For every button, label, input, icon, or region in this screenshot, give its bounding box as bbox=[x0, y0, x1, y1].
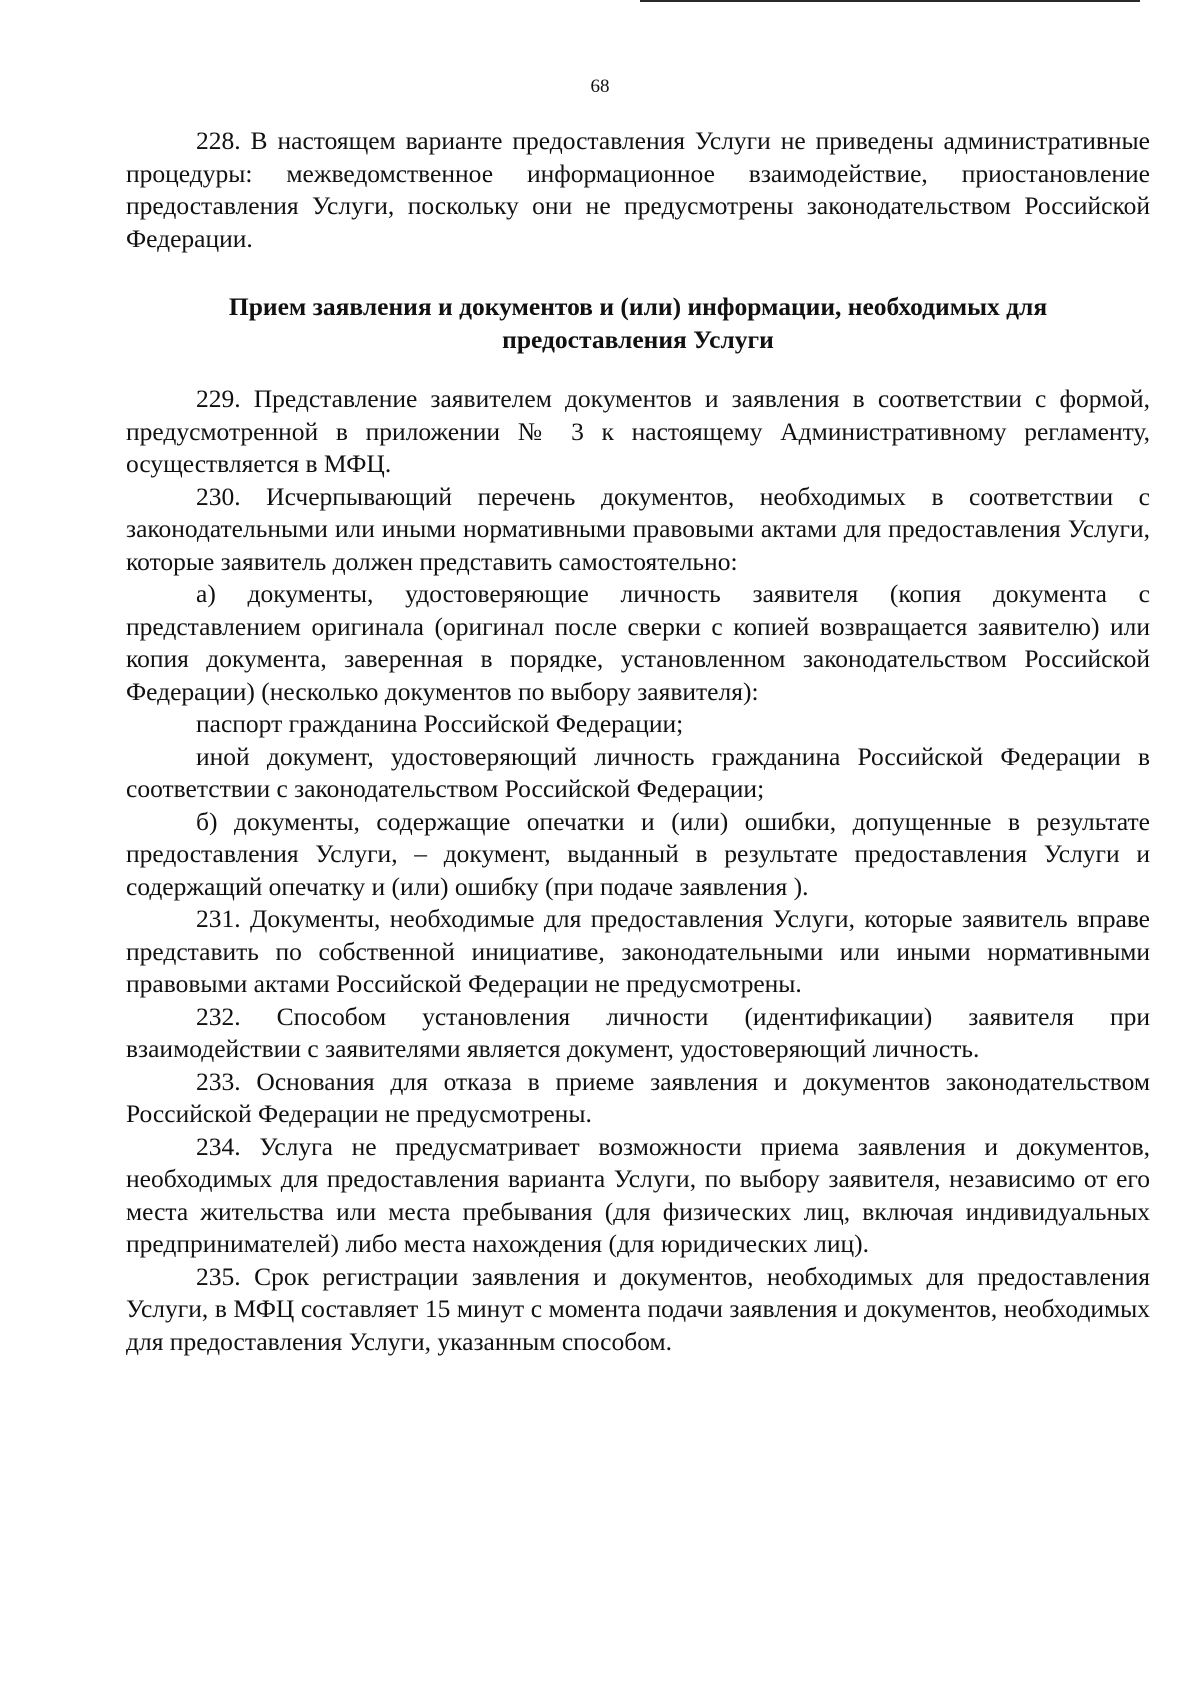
paragraph-235: 235. Срок регистрации заявления и документов, необходимых для предоставления Услуги, в МФЦ составляет 15 минут с момента подачи заявления и документов, необходимых для предоставления Услуги, указанным способом. bbox=[126, 1261, 1150, 1356]
paragraph-228: 228. В настоящем варианте предоставления Услуги не приведены административные процедуры: межведомственное информационное взаимодействие, приостановление предоставления Услуги, поскольку они не предусмотрены законодательством Российской Федерации. bbox=[126, 126, 1150, 253]
list-subitem-passport: паспорт гражданина Российской Федерации; bbox=[196, 709, 684, 738]
paragraph-230: 230. Исчерпывающий перечень документов, необходимых в соответствии с законодательными или иными нормативными правовыми актами для предоставления Услуги, которые заявитель должен представить самостоятельно: bbox=[126, 481, 1150, 576]
list-subitem-other-document: иной документ, удостоверяющий личность гражданина Российской Федерации в соответствии с законодательством Российской Федерации; bbox=[126, 741, 1150, 803]
paragraph-233: 233. Основания для отказа в приеме заявления и документов законодательством Российской Федерации не предусмотрены. bbox=[126, 1066, 1150, 1128]
section-heading-line-2: предоставления Услуги bbox=[502, 324, 774, 354]
paragraph-231: 231. Документы, необходимые для предоставления Услуги, которые заявитель вправе представить по собственной инициативе, законодательными или иными нормативными правовыми актами Российской Федерации не предусмотрены. bbox=[126, 904, 1150, 998]
paragraph-232: 232. Способом установления личности (идентификации) заявителя при взаимодействии с заявителями является документ, удостоверяющий личность. bbox=[126, 1001, 1150, 1063]
page-number: 68 bbox=[590, 76, 610, 97]
list-item-b: б) документы, содержащие опечатки и (или) ошибки, допущенные в результате предоставления Услуги, – документ, выданный в результате предоставления Услуги и содержащий опечатку и (или) ошибку (при подаче заявления ). bbox=[126, 806, 1150, 901]
scan-top-rule bbox=[640, 0, 1140, 2]
list-item-a: а) документы, удостоверяющие личность заявителя (копия документа с представлением оригинала (оригинал после сверки с копией возвращается заявителю) или копия документа, заверенная в порядке, установленном законодательством Российской Федерации) (несколько документов по выбору заявителя): bbox=[126, 579, 1150, 706]
section-heading-line-1: Прием заявления и документов и (или) информации, необходимых для bbox=[228, 292, 1048, 321]
section-heading bbox=[126, 291, 1150, 356]
document-body bbox=[126, 125, 1150, 1358]
paragraph-229: 229. Представление заявителем документов и заявления в соответствии с формой, предусмотренной в приложении № 3 к настоящему Административному регламенту, осуществляется в МФЦ. bbox=[126, 384, 1150, 478]
paragraph-234: 234. Услуга не предусматривает возможности приема заявления и документов, необходимых для предоставления варианта Услуги, по выбору заявителя, независимо от его места жительства или места пребывания (для физических лиц, включая индивидуальных предпринимателей) либо места нахождения (для юридических лиц). bbox=[126, 1131, 1150, 1258]
